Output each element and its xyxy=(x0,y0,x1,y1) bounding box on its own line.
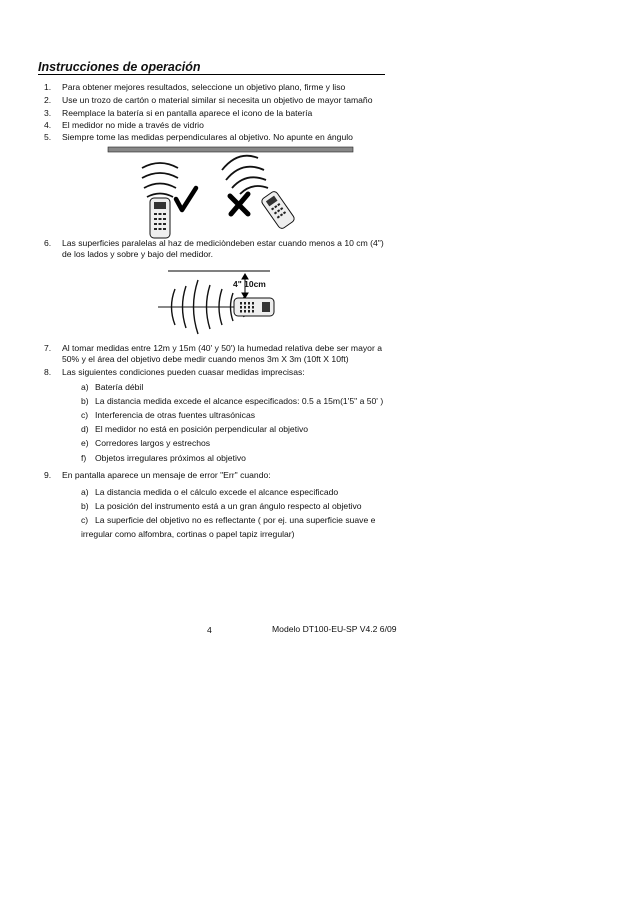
list-number: 4. xyxy=(44,120,52,130)
model-version: Modelo DT100-EU-SP V4.2 6/09 xyxy=(272,624,397,634)
clearance-label: 4" 10cm xyxy=(233,279,266,289)
meter-horizontal-icon xyxy=(234,298,274,316)
list-text: de los lados y sobre y bajo del medidor. xyxy=(62,249,213,259)
list-number: 7. xyxy=(44,343,52,353)
list-text: Las siguientes condiciones pueden cuasar medidas imprecisas: xyxy=(62,367,305,377)
sub-letter: c) xyxy=(81,515,89,525)
page-number: 4 xyxy=(207,625,212,635)
list-text: En pantalla aparece un mensaje de error "Err" cuando: xyxy=(62,470,271,480)
meter-angled-icon xyxy=(260,190,295,230)
sub-text: Objetos irregulares próximos al objetivo xyxy=(95,453,246,463)
list-text: 50% y el área del objetivo debe medir cuando menos 3m X 3m (10ft X 10ft) xyxy=(62,354,349,364)
list-text: Para obtener mejores resultados, seleccione un objetivo plano, firme y liso xyxy=(62,82,346,92)
sub-item xyxy=(81,410,255,421)
list-number: 3. xyxy=(44,108,52,118)
list-number: 9. xyxy=(44,470,52,480)
list-text: Al tomar medidas entre 12m y 15m (40' y 50') la humedad relativa debe ser mayor a xyxy=(62,343,382,353)
sub-item xyxy=(81,487,338,498)
sub-item xyxy=(81,515,375,526)
sub-item xyxy=(81,396,383,407)
sound-waves-correct xyxy=(142,163,178,197)
meter-correct-icon xyxy=(150,198,170,238)
sub-letter: e) xyxy=(81,438,89,448)
sub-text: El medidor no está en posición perpendicular al objetivo xyxy=(95,424,309,434)
list-number: 1. xyxy=(44,82,52,92)
sub-letter: d) xyxy=(81,424,89,434)
sub-item xyxy=(81,453,246,464)
sub-item xyxy=(81,382,143,393)
list-text: Las superficies paralelas al haz de mediciòndeben estar cuando menos a 10 cm (4") xyxy=(62,238,384,248)
sub-letter: b) xyxy=(81,396,89,406)
target-wall xyxy=(108,147,353,152)
list-number: 6. xyxy=(44,238,52,248)
sub-text: La superficie del objetivo no es reflectante ( por ej. una superficie suave e xyxy=(95,515,376,525)
sub-text: Batería débil xyxy=(95,382,144,392)
sound-waves-angled xyxy=(222,156,268,194)
sub-item xyxy=(81,501,362,512)
list-number: 8. xyxy=(44,367,52,377)
sub-text: La posición del instrumento está a un gran ángulo respecto al objetivo xyxy=(95,501,362,511)
cross-icon xyxy=(230,194,248,214)
sub-letter: f) xyxy=(81,453,87,463)
section-title: Instrucciones de operación xyxy=(38,60,201,74)
sub-text: La distancia medida excede el alcance especificados: 0.5 a 15m(1'5" a 50' ) xyxy=(95,396,384,406)
list-number: 5. xyxy=(44,132,52,142)
sub-item xyxy=(81,424,308,435)
sub-text: Interferencia de otras fuentes ultrasónicas xyxy=(95,410,256,420)
sub-item-continuation: irregular como alfombra, cortinas o papel tapiz irregular) xyxy=(81,529,295,539)
sub-item xyxy=(81,438,210,449)
list-number: 2. xyxy=(44,95,52,105)
list-text: Reemplace la batería si en pantalla aparece el icono de la batería xyxy=(62,108,313,118)
list-text: Siempre tome las medidas perpendiculares al objetivo. No apunte en ángulo xyxy=(62,132,353,142)
checkmark-icon xyxy=(176,188,196,210)
title-underline xyxy=(38,74,385,75)
list-text: Use un trozo de cartón o material similar si necesita un objetivo de mayor tamaño xyxy=(62,95,373,105)
sub-letter: b) xyxy=(81,501,89,511)
sub-letter: a) xyxy=(81,487,89,497)
sub-text: Corredores largos y estrechos xyxy=(95,438,211,448)
list-text: El medidor no mide a través de vidrio xyxy=(62,120,204,130)
sub-letter: c) xyxy=(81,410,89,420)
sub-text: La distancia medida o el cálculo excede el alcance especificado xyxy=(95,487,339,497)
sub-letter: a) xyxy=(81,382,89,392)
